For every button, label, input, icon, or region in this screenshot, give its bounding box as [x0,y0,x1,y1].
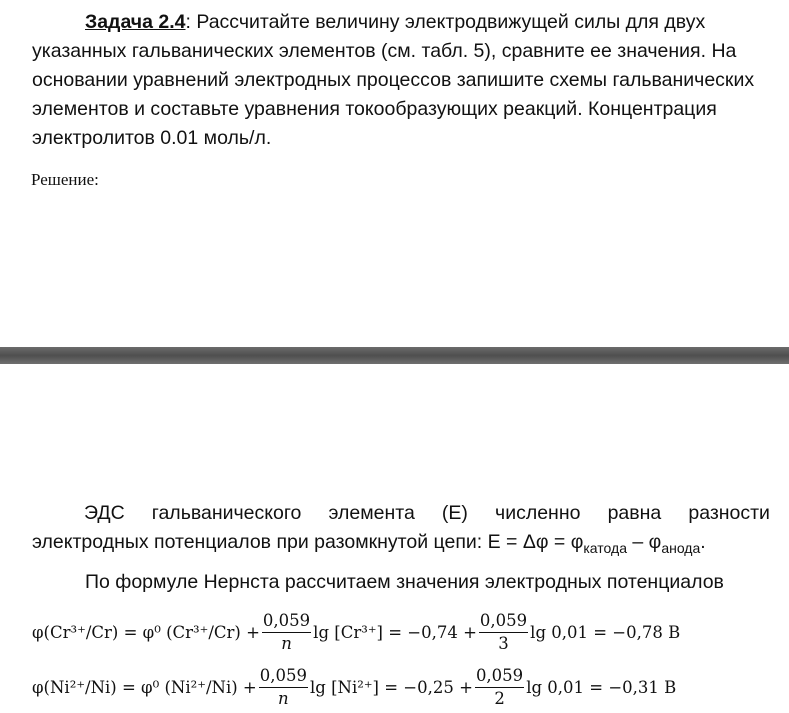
emf-line-1 [32,499,770,528]
formula-chromium [32,607,680,657]
fraction-numerator: 0,059 [479,611,528,633]
formula-lg-part: lg [Ni²⁺] = −0,25 + [309,677,473,697]
fraction-numerator: 0,059 [475,666,524,688]
emf-word: равна [607,502,662,524]
nernst-intro: По формуле Нернста рассчитаем значения электродных потенциалов [85,571,724,593]
fraction-denominator [281,633,292,654]
fraction [479,611,528,654]
fraction [259,666,308,709]
formula-result: lg 0,01 = −0,78 В [530,622,681,642]
fraction-denominator: 2 [494,688,505,708]
fraction [475,666,524,709]
task-statement [32,8,774,153]
fraction-denominator-value: n [281,633,292,653]
solution-label: Решение: [31,170,99,189]
emf-definition: электродных потенциалов при разомкнутой цепи: Е = Δφ = φ [32,531,584,553]
emf-word: численно [495,502,581,524]
page-divider [0,347,789,364]
task-text: : Рассчитайте величину электродвижущей силы для двух указанных гальванических элементов (см. табл. 5), сравните ее значения. На основании уравнений электродных процессов запишите схемы гальванических элементов и составьте уравнения токообразующих реакций. Концентрация электролитов 0.01 моль/л. [32,11,755,149]
fraction-numerator: 0,059 [262,611,311,633]
fraction-numerator: 0,059 [259,666,308,688]
formula-lhs: φ(Cr³⁺/Cr) = φ⁰ (Cr³⁺/Cr) + [32,622,260,642]
anode-subscript: анода [661,540,701,556]
fraction-denominator [278,688,289,709]
formula-result: lg 0,01 = −0,31 В [526,677,677,697]
fraction-denominator-value: n [278,688,289,708]
fraction-denominator: 3 [498,633,509,653]
task-label: Задача 2.4 [85,11,186,33]
emf-word: элемента [328,502,415,524]
formula-lg-part: lg [Cr³⁺] = −0,74 + [313,622,477,642]
emf-word: разности [688,502,770,524]
formula-nickel [32,662,676,712]
emf-word: ЭДС [84,502,125,524]
emf-line-2 [32,528,770,558]
cathode-subscript: катода [583,540,627,556]
period: . [700,531,706,553]
fraction [262,611,311,654]
minus-phi: – φ [626,531,662,553]
formula-lhs: φ(Ni²⁺/Ni) = φ⁰ (Ni²⁺/Ni) + [32,677,257,697]
emf-word: гальванического [151,502,302,524]
emf-paragraph [32,499,770,558]
emf-word: (Е) [441,502,468,524]
